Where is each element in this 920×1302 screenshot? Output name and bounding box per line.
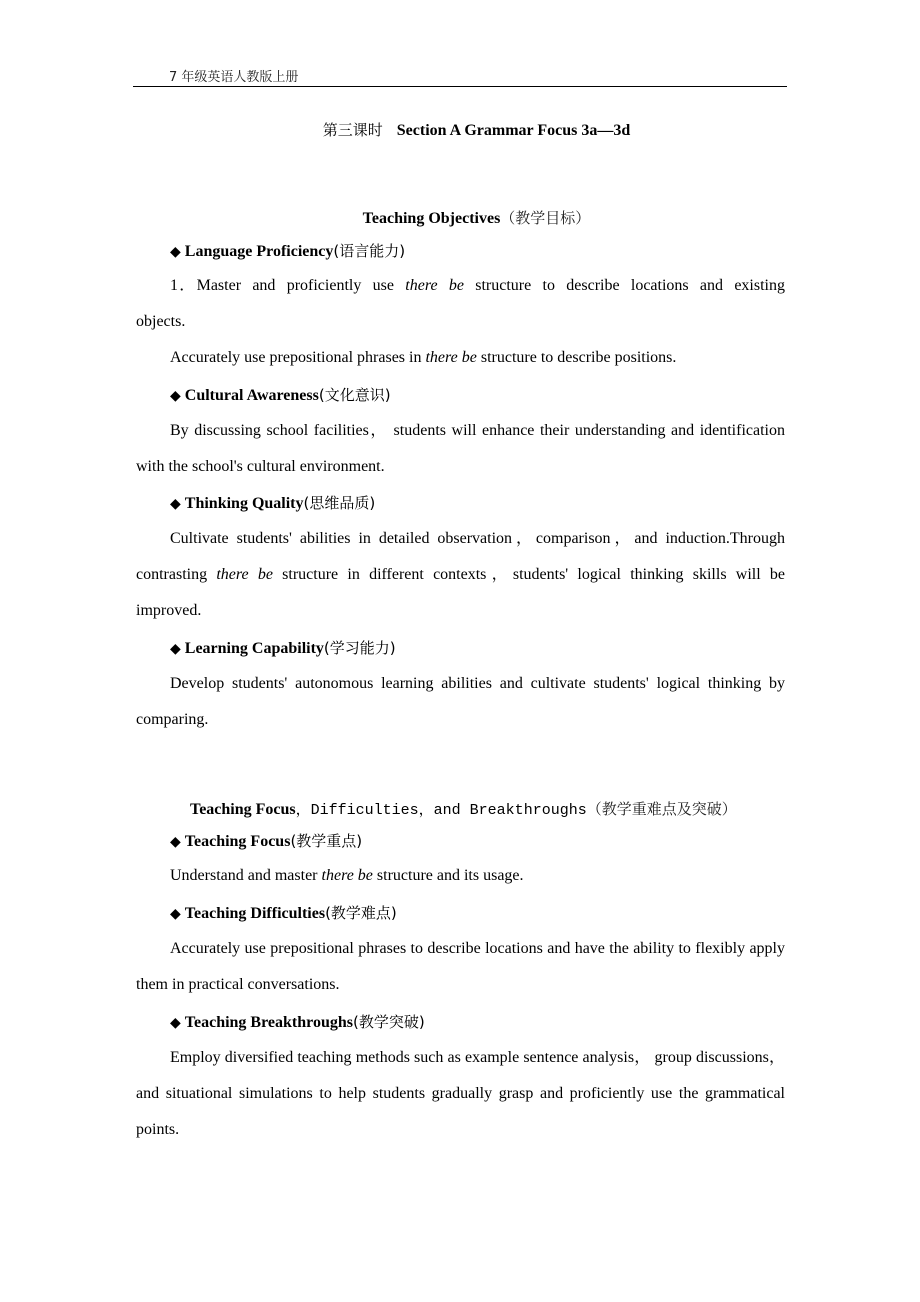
- heading-cn: (教学突破): [352, 1013, 425, 1031]
- paragraph-language-1: [136, 268, 785, 340]
- text: structure to describe positions.: [476, 349, 677, 366]
- paragraph-thinking: [136, 521, 785, 629]
- focus-title-en: Teaching Focus: [190, 801, 296, 818]
- page-header: [133, 64, 787, 87]
- text: Accurately use prepositional phrases to describe locations and have the ability to flexibly apply them in practical conversations.: [136, 940, 785, 993]
- heading-cn: (语言能力): [333, 242, 406, 260]
- text: By discussing school facilities， students will enhance their understanding and identification with the school's cultural environment.: [136, 422, 785, 475]
- objectives-title: [0, 207, 920, 228]
- diamond-bullet-icon: ◆: [170, 642, 181, 657]
- heading-cn: (文化意识): [318, 386, 391, 404]
- text: Cultivate students' abilities in detailed observation，comparison，and induction.Through contrasting: [136, 530, 785, 583]
- lesson-title: [0, 119, 920, 140]
- paragraph-language-2: [136, 340, 785, 376]
- diamond-bullet-icon: ◆: [170, 1016, 181, 1031]
- focus-title-cn: （教学重难点及突破）: [586, 800, 737, 818]
- paragraph-learning: [136, 666, 785, 738]
- page-header-text: 7 年级英语人教版上册: [169, 70, 299, 85]
- heading-learning-capability: [170, 637, 396, 658]
- heading-thinking-quality: [170, 492, 375, 513]
- heading-cn: (教学重点): [290, 832, 363, 850]
- heading-cn: (思维品质): [303, 494, 376, 512]
- heading-cn: (教学难点): [325, 904, 397, 922]
- heading-en: Language Proficiency: [184, 243, 334, 260]
- text: 1．Master and proficiently use: [170, 277, 406, 294]
- heading-en: Teaching Breakthroughs: [184, 1014, 353, 1031]
- italic-text: there be: [216, 566, 273, 583]
- text: Develop students' autonomous learning abilities and cultivate students' logical thinking by comparing.: [136, 675, 785, 728]
- heading-teaching-breakthroughs: [170, 1011, 425, 1032]
- heading-en: Cultural Awareness: [184, 387, 319, 404]
- focus-title-mono: ，Difficulties，and Breakthroughs: [295, 802, 587, 819]
- diamond-bullet-icon: ◆: [170, 389, 181, 404]
- paragraph-cultural: [136, 413, 785, 485]
- objectives-title-cn: （教学目标）: [500, 209, 591, 227]
- text: structure in different contexts，students' logical thinking skills will be improved.: [136, 566, 785, 619]
- heading-cultural-awareness: [170, 384, 391, 405]
- focus-title: [190, 798, 737, 819]
- diamond-bullet-icon: ◆: [170, 245, 181, 260]
- heading-cn: (学习能力): [323, 639, 396, 657]
- heading-teaching-focus: [170, 830, 362, 851]
- heading-en: Thinking Quality: [184, 495, 304, 512]
- text: structure and its usage.: [372, 867, 524, 884]
- heading-teaching-difficulties: [170, 902, 397, 923]
- paragraph-focus: [136, 858, 785, 894]
- diamond-bullet-icon: ◆: [170, 835, 181, 850]
- italic-text: there be: [405, 277, 464, 294]
- italic-text: there be: [321, 867, 373, 884]
- heading-en: Learning Capability: [184, 640, 324, 657]
- paragraph-breakthroughs: [136, 1040, 785, 1148]
- text: structure to describe locations and existing objects.: [136, 277, 785, 330]
- text: Employ diversified teaching methods such as example sentence analysis， group discussions，and situational simulations to help students gradually grasp and proficiently use the grammatical points.: [136, 1049, 785, 1138]
- lesson-title-cn: 第三课时: [322, 121, 383, 139]
- heading-language-proficiency: [170, 240, 405, 261]
- diamond-bullet-icon: ◆: [170, 907, 181, 922]
- text: Understand and master: [170, 867, 322, 884]
- italic-text: there be: [425, 349, 477, 366]
- lesson-title-en: Section A Grammar Focus 3a—3d: [396, 122, 631, 139]
- diamond-bullet-icon: ◆: [170, 497, 181, 512]
- objectives-title-en: Teaching Objectives: [362, 210, 501, 227]
- heading-en: Teaching Difficulties: [184, 905, 326, 922]
- text: Accurately use prepositional phrases in: [170, 349, 426, 366]
- paragraph-difficulties: [136, 931, 785, 1003]
- heading-en: Teaching Focus: [184, 833, 291, 850]
